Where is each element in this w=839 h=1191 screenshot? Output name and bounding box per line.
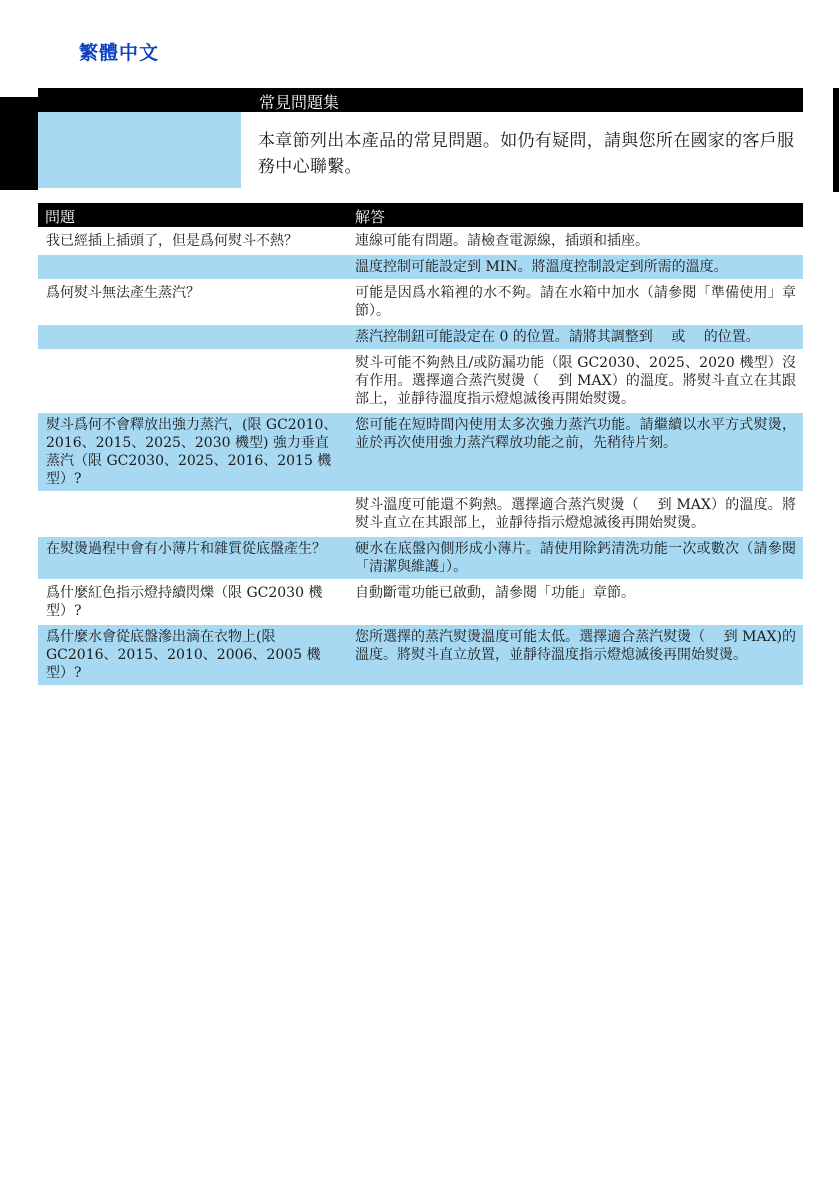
table-row bbox=[38, 413, 803, 491]
answer-cell: 硬水在底盤內側形成小薄片。請使用除鈣清洗功能一次或數次（請參閱「清潔與維護」）。 bbox=[355, 541, 796, 575]
table-row bbox=[38, 325, 803, 349]
question-cell bbox=[38, 351, 348, 411]
table-header bbox=[38, 203, 803, 227]
table-row bbox=[38, 281, 803, 323]
edge-marker bbox=[833, 88, 839, 192]
faq-table bbox=[38, 203, 803, 685]
question-cell: 爲什麼紅色指示燈持續閃爍（限 GC2030 機型）? bbox=[46, 585, 323, 619]
section-intro: 本章節列出本產品的常見問題。如仍有疑問，請與您所在國家的客戶服務中心聯繫。 bbox=[258, 131, 795, 177]
table-row bbox=[38, 255, 803, 279]
table-row bbox=[38, 581, 803, 623]
section-title: 常見問題集 bbox=[259, 93, 340, 112]
table-row bbox=[38, 537, 803, 579]
answer-cell: 溫度控制可能設定到 MIN。將溫度控制設定到所需的溫度。 bbox=[355, 259, 728, 275]
answer-cell: 熨斗可能不夠熱且/或防漏功能（限 GC2030、2025、2020 機型）沒有作用。選擇適合蒸汽熨燙（ 到 MAX）的溫度。將熨斗直立在其跟部上，並靜待溫度指示燈熄滅後再開始熨燙。 bbox=[355, 355, 796, 407]
table-row bbox=[38, 351, 803, 411]
table-row bbox=[38, 229, 803, 253]
question-cell: 熨斗爲何不會釋放出強力蒸汽，(限 GC2010、2016、2015、2025、2030 機型) 強力垂直蒸汽（限 GC2030、2025、2016、2015 機型）? bbox=[46, 417, 338, 487]
section-side-panel bbox=[38, 112, 241, 188]
table-row bbox=[38, 493, 803, 535]
chapter-tab bbox=[0, 97, 38, 190]
answer-cell: 自動斷電功能已啟動，請參閱「功能」章節。 bbox=[355, 585, 635, 601]
question-cell bbox=[38, 493, 348, 535]
header-answer: 解答 bbox=[355, 208, 386, 226]
question-cell bbox=[38, 255, 348, 279]
answer-cell: 可能是因爲水箱裡的水不夠。請在水箱中加水（請參閱「準備使用」章節）。 bbox=[355, 285, 796, 319]
question-cell: 在熨燙過程中會有小薄片和雜質從底盤產生？ bbox=[46, 541, 326, 557]
language-label: 繁體中文 bbox=[79, 42, 160, 64]
question-cell: 我已經插上插頭了，但是爲何熨斗不熱？ bbox=[46, 233, 298, 249]
header-question: 問題 bbox=[45, 208, 76, 226]
answer-cell: 您所選擇的蒸汽熨燙溫度可能太低。選擇適合蒸汽熨燙（ 到 MAX)的溫度。將熨斗直立放置，並靜待溫度指示燈熄滅後再開始熨燙。 bbox=[355, 629, 796, 663]
answer-cell: 熨斗溫度可能還不夠熱。選擇適合蒸汽熨燙（ 到 MAX）的溫度。將熨斗直立在其跟部上，並靜待指示燈熄滅後再開始熨燙。 bbox=[355, 497, 796, 531]
table-row bbox=[38, 625, 803, 685]
answer-cell: 您可能在短時間內使用太多次強力蒸汽功能。請繼續以水平方式熨燙，並於再次使用強力蒸汽釋放功能之前，先稍待片刻。 bbox=[355, 417, 796, 451]
question-cell bbox=[38, 325, 348, 349]
question-cell: 爲何熨斗無法產生蒸汽？ bbox=[46, 285, 200, 301]
section-header-bar bbox=[38, 88, 803, 112]
answer-cell: 蒸汽控制鈕可能設定在 0 的位置。請將其調整到 或 的位置。 bbox=[355, 329, 760, 345]
answer-cell: 連線可能有問題。請檢查電源線，插頭和插座。 bbox=[355, 233, 649, 249]
question-cell: 爲什麼水會從底盤滲出滴在衣物上(限 GC2016、2015、2010、2006、2005 機型）? bbox=[46, 629, 321, 681]
